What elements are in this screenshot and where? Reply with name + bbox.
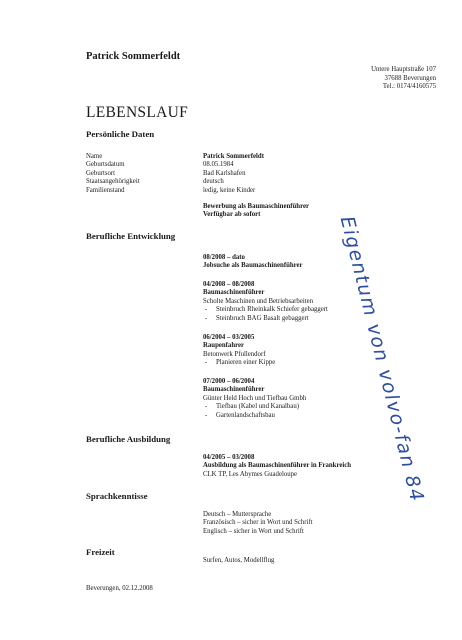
career-entry-dates: 08/2008 – dato [203, 254, 245, 261]
address-block [371, 66, 436, 92]
career-entry-dates: 04/2008 – 08/2008 [203, 281, 255, 288]
section-heading-leisure: Freizeit [86, 547, 115, 557]
section-heading-career: Berufliche Entwicklung [86, 231, 176, 241]
value-marital-status: ledig, keine Kinder [203, 186, 256, 194]
career-task-list [203, 359, 275, 367]
header-name: Patrick Sommerfeldt [86, 51, 181, 62]
career-entry [203, 334, 275, 368]
value-birthdate: 08.05.1984 [203, 161, 234, 169]
training-dates: 04/2005 – 03/2008 [203, 454, 255, 461]
training-place: CLK TP, Les Abymes Guadeloupe [203, 470, 298, 478]
label-marital-status: Familienstand [86, 186, 125, 194]
personal-values [203, 153, 264, 195]
career-entry-dates: 07/2000 – 06/2004 [203, 378, 255, 385]
section-heading-personal: Persönliche Daten [86, 129, 155, 139]
label-nationality: Staatsangehörigkeit [86, 178, 140, 186]
career-entry-role: Baumaschinenführer [203, 289, 265, 297]
application-availability: Verfügbar ab sofort [203, 211, 261, 219]
address-phone: Tel.: 0174/4160575 [382, 83, 436, 91]
career-entry [203, 254, 303, 271]
career-entry-company: Betonwerk Pfullendorf [203, 350, 266, 358]
label-name: Name [86, 153, 103, 160]
career-entry-company: Günter Held Hoch und Tiefbau Gmbh [203, 394, 307, 402]
page-title: LEBENSLAUF [86, 104, 189, 121]
career-entry-dates: 06/2004 – 03/2005 [203, 334, 255, 341]
career-task: - Gartenlandschaftsbau [203, 412, 306, 420]
career-entry [203, 281, 328, 323]
section-heading-languages: Sprachkenntisse [86, 491, 148, 501]
label-birthplace: Geburtsort [86, 169, 116, 177]
career-entry-role: Baumaschinenführer [203, 386, 265, 394]
application-note [203, 203, 309, 220]
career-task: - Tiefbau (Kabel und Kanalbau) [203, 403, 306, 411]
leisure-text: Surfen, Autos, Modellflug [203, 557, 275, 564]
training-title: Ausbildung als Baumaschinenführer in Frankreich [203, 462, 352, 470]
career-entry [203, 378, 306, 420]
handwritten-annotation: Eigentum von volvo-fan 84 [335, 214, 429, 505]
career-task: - Planieren einer Kippe [203, 359, 275, 367]
career-task-list [203, 403, 306, 420]
value-nationality: deutsch [203, 178, 224, 186]
address-street: Untere Hauptstraße 107 [371, 66, 436, 73]
career-task-list [203, 306, 328, 323]
career-entry-role: Jobsuche als Baumaschinenführer [203, 262, 303, 270]
value-birthplace: Bad Karlshafen [203, 169, 246, 177]
value-name: Patrick Sommerfeldt [203, 153, 264, 160]
career-entry-role: Raupenfahrer [203, 342, 245, 350]
language-item: Englisch – sicher in Wort und Schrift [203, 527, 304, 535]
personal-labels [86, 153, 140, 195]
language-list [203, 511, 313, 536]
training-entry [203, 454, 351, 479]
address-city: 37688 Beverungen [384, 74, 436, 82]
career-task: - Steinbruch BAG Basalt gebaggert [203, 315, 328, 323]
career-task: - Steinbruch Rheinkalk Schiefer gebaggert [203, 306, 328, 314]
language-item: Deutsch – Muttersprache [203, 511, 272, 518]
language-item: Französisch – sicher in Wort und Schrift [203, 519, 313, 527]
application-position: Bewerbung als Baumaschinenführer [203, 203, 309, 210]
place-and-date: Beverungen, 02.12.2008 [86, 585, 153, 592]
section-heading-training: Berufliche Ausbildung [86, 434, 171, 444]
career-entry-company: Scholte Maschinen und Betriebsarbeiten [203, 297, 314, 305]
label-birthdate: Geburtsdatum [86, 161, 125, 169]
